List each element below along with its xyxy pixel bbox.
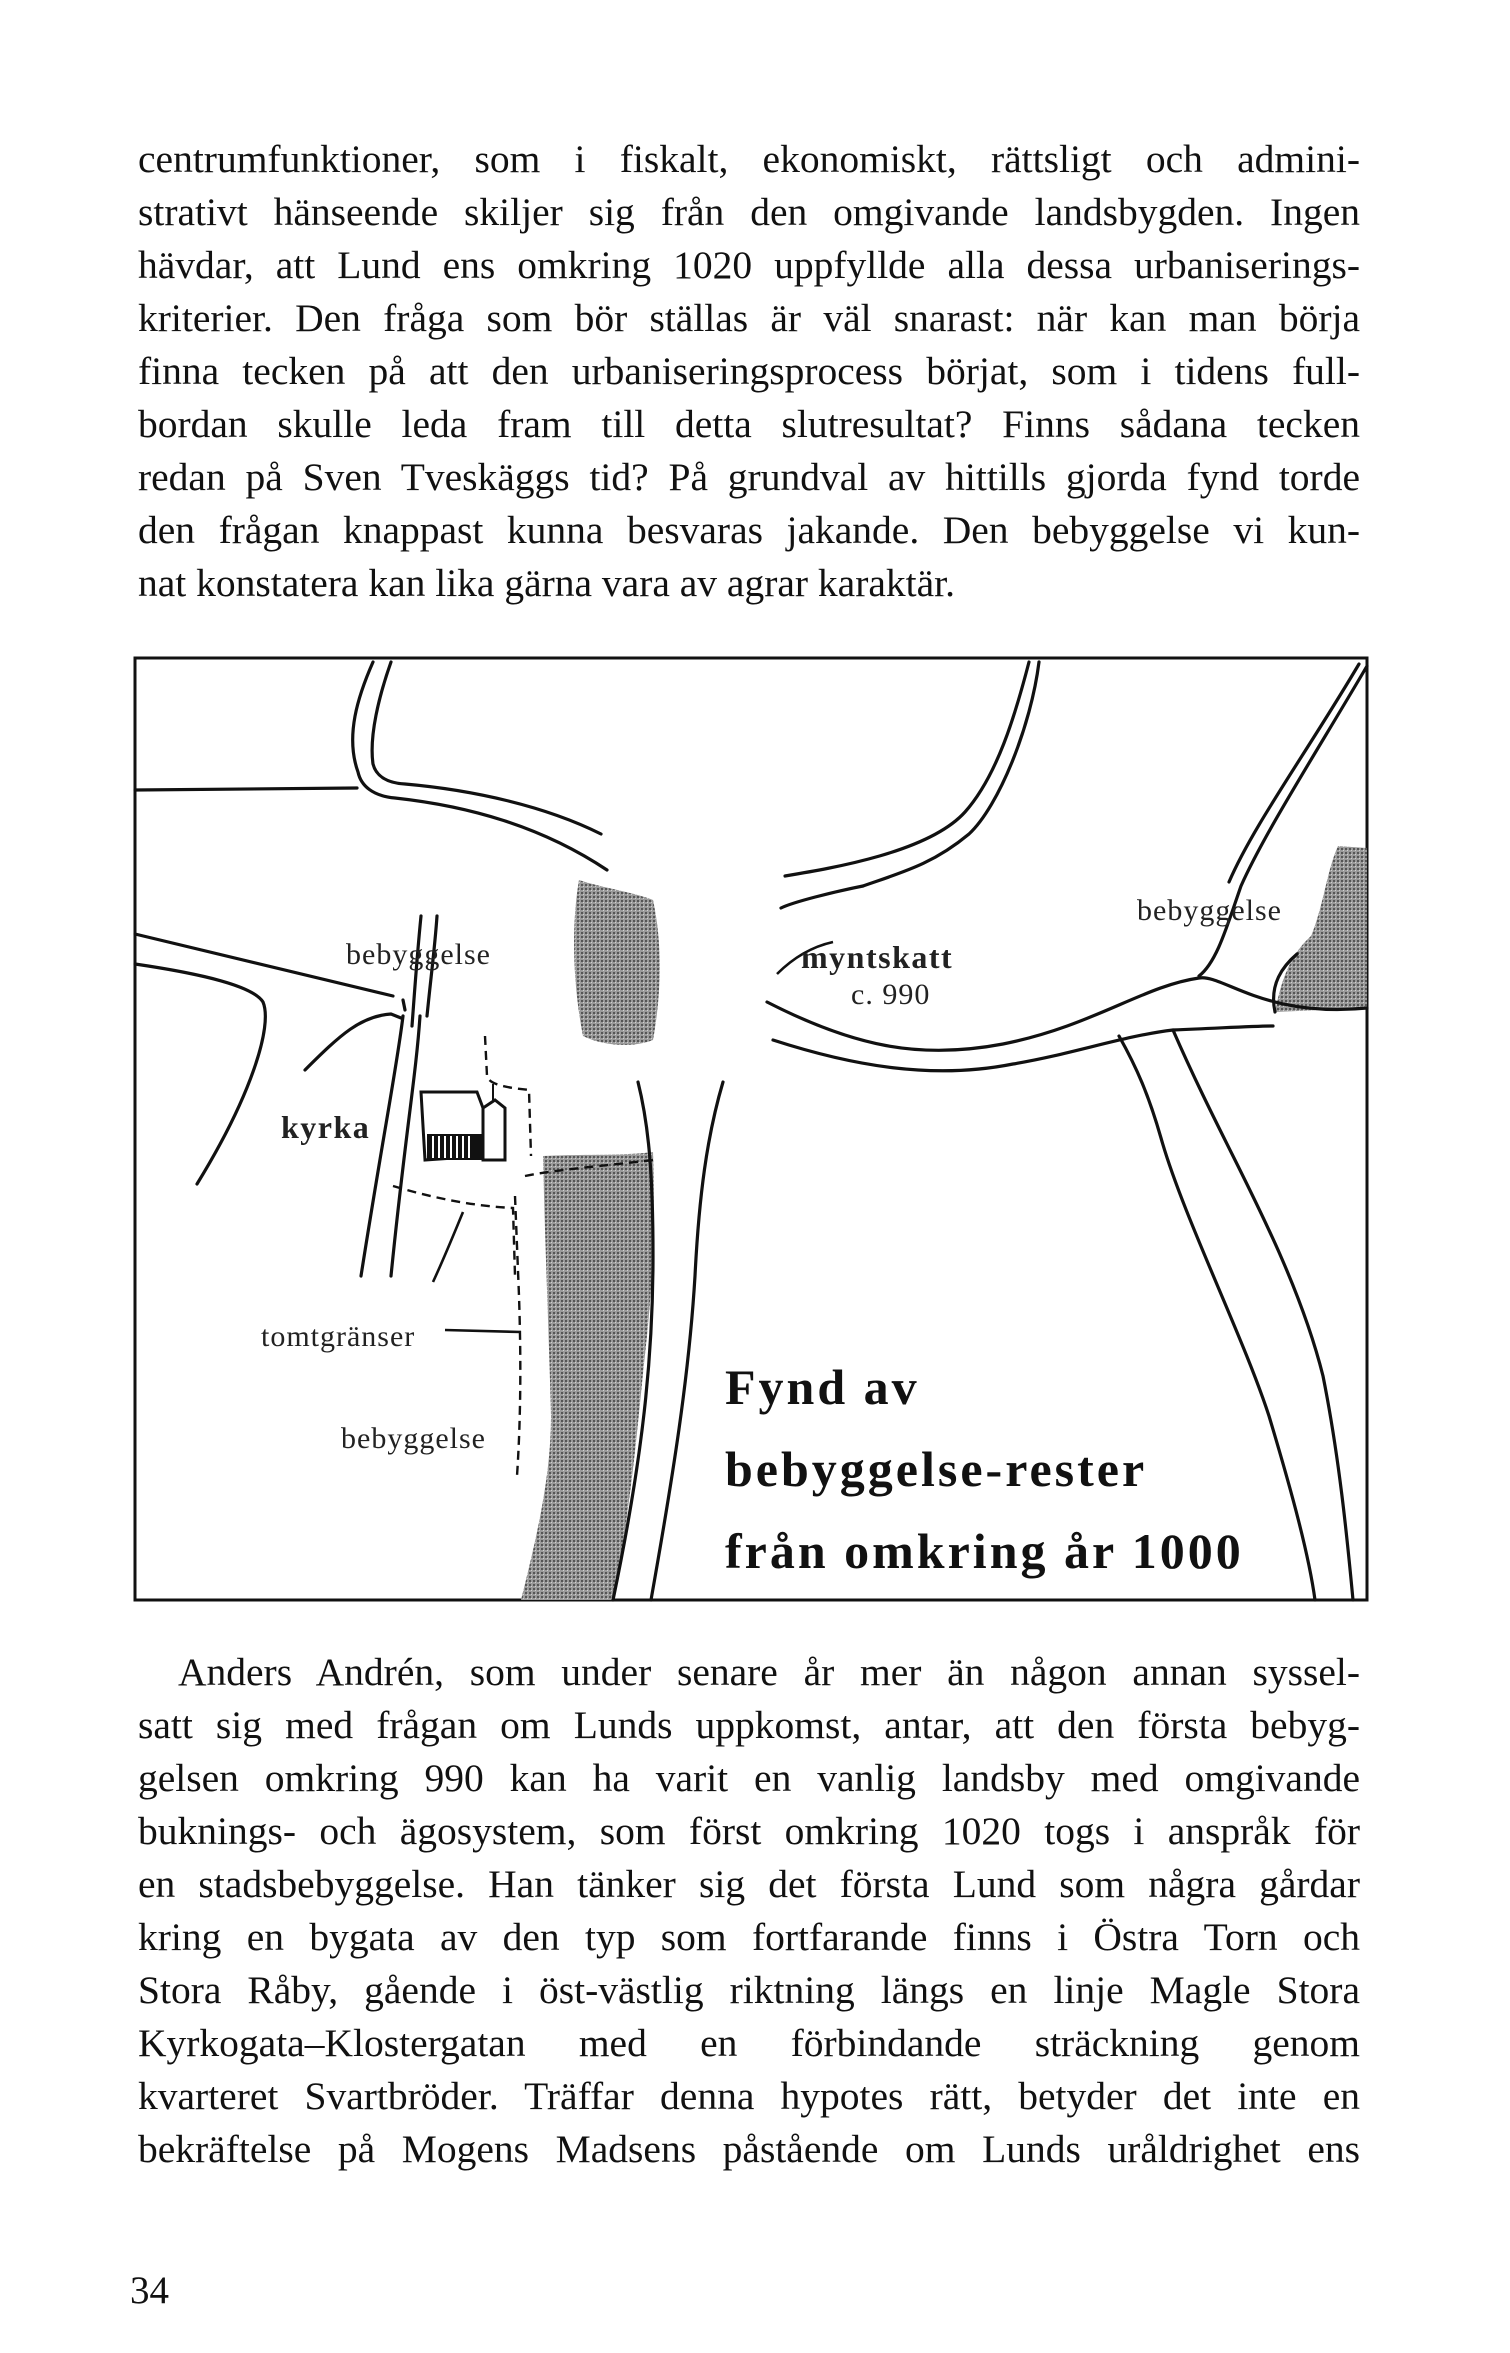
- church-icon: [421, 1084, 505, 1160]
- road-center-north-c: [781, 886, 863, 908]
- text-line: kring en bygata av den typ som fortfarande finns i Östra Torn och: [138, 1915, 1360, 1959]
- map-title-line-3: från omkring år 1000: [725, 1523, 1244, 1579]
- plot-boundary-diagonal: [433, 1212, 463, 1282]
- label-kyrka: kyrka: [281, 1109, 371, 1145]
- text-line: finna tecken på att den urbaniseringsprocess börjat, som i tidens full-: [138, 349, 1360, 393]
- text-line: hävdar, att Lund ens omkring 1020 uppfyllde alla dessa urbaniserings-: [138, 243, 1360, 287]
- paragraph-top: [138, 133, 1360, 610]
- text-line: buknings- och ägosystem, som först omkring 1020 togs i anspråk för: [138, 1809, 1360, 1853]
- road-kyrka-down: [361, 1016, 403, 1276]
- label-myntskatt-date: c. 990: [851, 978, 931, 1011]
- road-south-center-b: [651, 1082, 723, 1600]
- page-number: 34: [130, 2269, 169, 2312]
- label-bebyggelse-west: bebyggelse: [346, 938, 491, 971]
- tomtgranser-pointer: [445, 1330, 521, 1332]
- text-line: Anders Andrén, som under senare år mer än någon annan syssel-: [178, 1650, 1360, 1694]
- road-north-a: [353, 662, 607, 870]
- plot-boundary-vertical: [515, 1196, 520, 1476]
- road-kyrka-left: [305, 1014, 401, 1070]
- text-line: bekräftelse på Mogens Madsens påstående om Lunds uråldrighet ens: [138, 2127, 1360, 2171]
- text-line: nat konstatera kan lika gärna vara av agrar karaktär.: [138, 561, 956, 605]
- label-bebyggelse-east: bebyggelse: [1137, 894, 1282, 927]
- settlement-area-south: [521, 1152, 654, 1600]
- text-line: kvarteret Svartbröder. Träffar denna hypotes rätt, betyder det inte en: [138, 2074, 1360, 2118]
- text-line: den frågan knappast kunna besvaras jakande. Den bebyggelse vi kun-: [138, 508, 1360, 552]
- map-title-line-1: Fynd av: [725, 1359, 920, 1415]
- settlement-area-north: [574, 880, 660, 1045]
- road-west-lower: [135, 964, 265, 1184]
- settlement-area-east: [1275, 846, 1367, 1012]
- paragraph-bottom: [138, 1646, 1360, 2176]
- text-line: satt sig med frågan om Lunds uppkomst, antar, att den första bebyg-: [138, 1703, 1360, 1747]
- text-line: en stadsbebyggelse. Han tänker sig det första Lund som några gårdar: [138, 1862, 1360, 1906]
- road-south-east-b: [1173, 1030, 1353, 1600]
- label-tomtgranser: tomtgränser: [261, 1320, 416, 1353]
- road-kyrka-down-b: [391, 1016, 420, 1276]
- text-line: gelsen omkring 990 kan ha varit en vanlig landsby med omgivande: [138, 1756, 1360, 1800]
- road-west-top: [135, 788, 357, 790]
- map-title-line-2: bebyggelse-rester: [725, 1441, 1148, 1497]
- road-kyrka-up: [403, 916, 421, 1026]
- settlement-map-figure: [133, 656, 1369, 1602]
- text-line: kriterier. Den fråga som bör ställas är väl snarast: när kan man börja: [138, 296, 1360, 340]
- road-north-b: [372, 662, 601, 834]
- text-line: Stora Råby, gående i öst-västlig riktning längs en linje Magle Stora: [138, 1968, 1360, 2012]
- text-line: strativt hänseende skiljer sig från den omgivande landsbygden. Ingen: [138, 190, 1360, 234]
- text-line: bordan skulle leda fram till detta slutresultat? Finns sådana tecken: [138, 402, 1360, 446]
- label-myntskatt: myntskatt: [801, 939, 954, 975]
- label-bebyggelse-south: bebyggelse: [341, 1422, 486, 1455]
- text-line: redan på Sven Tveskäggs tid? På grundval av hittills gjorda fynd torde: [138, 455, 1360, 499]
- road-east-main-b: [773, 1026, 1273, 1071]
- text-line: centrumfunktioner, som i fiskalt, ekonomiskt, rättsligt och admini-: [138, 137, 1360, 181]
- road-center-north-b: [785, 662, 1029, 876]
- text-line: Kyrkogata–Klostergatan med en förbindande sträckning genom: [138, 2021, 1360, 2065]
